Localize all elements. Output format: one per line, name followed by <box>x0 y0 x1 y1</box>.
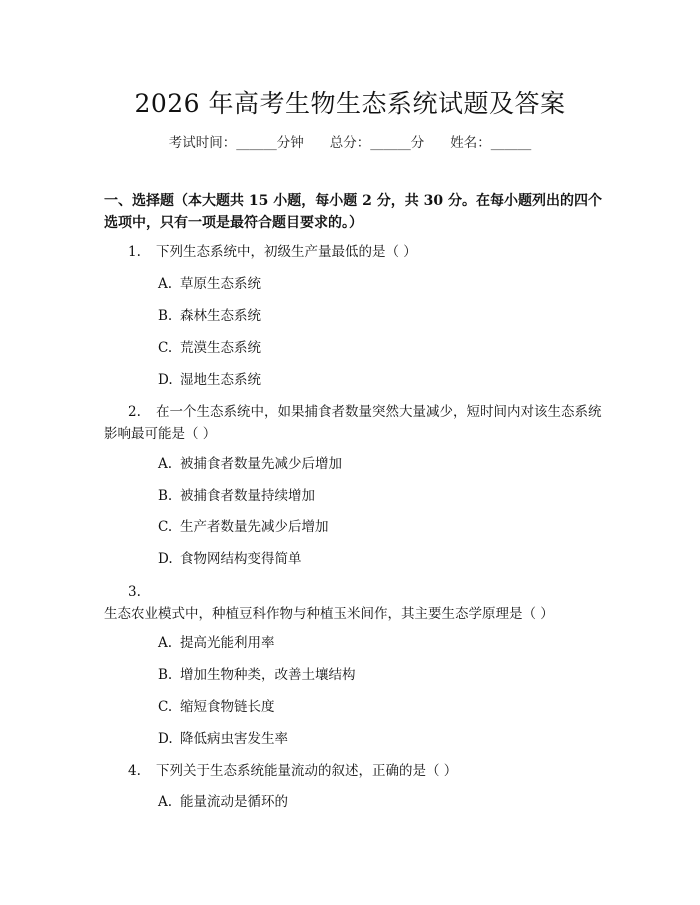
option-text: 荒漠生态系统 <box>180 340 261 356</box>
option-2b <box>158 486 315 506</box>
option-letter: D. <box>158 551 173 567</box>
question-text: 下列生态系统中，初级生产量最低的是（ ） <box>156 244 417 260</box>
question-2 <box>104 401 604 445</box>
option-2a <box>158 454 342 474</box>
option-letter: B. <box>158 667 173 683</box>
option-letter: B. <box>158 308 173 324</box>
question-number: 3. <box>128 584 141 600</box>
option-letter: B. <box>158 488 173 504</box>
option-text: 森林生态系统 <box>180 308 261 324</box>
option-3d <box>158 729 288 749</box>
option-letter: A. <box>158 456 173 472</box>
option-letter: C. <box>158 699 173 715</box>
option-letter: C. <box>158 340 173 356</box>
option-letter: D. <box>158 731 173 747</box>
option-4a <box>158 792 288 812</box>
option-letter: C. <box>158 519 173 535</box>
option-letter: A. <box>158 635 173 651</box>
option-text: 被捕食者数量持续增加 <box>180 488 315 504</box>
question-number: 2. <box>128 404 141 420</box>
total-score-field: 总分：______分 <box>329 135 425 151</box>
option-text: 降低病虫害发生率 <box>180 731 288 747</box>
option-1c <box>158 338 261 358</box>
question-4 <box>104 760 604 782</box>
option-letter: D. <box>158 372 173 388</box>
option-letter: A. <box>158 276 173 292</box>
question-1 <box>104 241 604 263</box>
option-2c <box>158 517 329 537</box>
option-3b <box>158 665 356 685</box>
option-1b <box>158 306 261 326</box>
question-text: 在一个生态系统中，如果捕食者数量突然大量减少，短时间内对该生态系统影响最可能是（ ） <box>104 404 602 442</box>
question-number: 1. <box>128 244 141 260</box>
option-text: 草原生态系统 <box>180 276 261 292</box>
question-number: 4. <box>128 763 141 779</box>
option-text: 食物网结构变得简单 <box>180 551 302 567</box>
option-2d <box>158 549 302 569</box>
student-name-field: 姓名：______ <box>450 135 532 151</box>
option-text: 被捕食者数量先减少后增加 <box>180 456 342 472</box>
document-title: 2026 年高考生物生态系统试题及答案 <box>134 89 566 118</box>
option-1a <box>158 274 261 294</box>
option-text: 缩短食物链长度 <box>180 699 275 715</box>
option-text: 增加生物种类，改善土壤结构 <box>180 667 356 683</box>
option-text: 能量流动是循环的 <box>180 794 288 810</box>
option-text: 提高光能利用率 <box>180 635 275 651</box>
exam-meta-line <box>0 131 700 151</box>
option-3c <box>158 697 275 717</box>
exam-time-field: 考试时间：______分钟 <box>168 135 304 151</box>
option-1d <box>158 370 261 390</box>
option-text: 湿地生态系统 <box>180 372 261 388</box>
question-text: 下列关于生态系统能量流动的叙述，正确的是（ ） <box>156 763 458 779</box>
question-3 <box>104 581 604 625</box>
section-heading: 一、选择题（本大题共 15 小题，每小题 2 分，共 30 分。在每小题列出的四个选项中，只有一项是最符合题目要求的。） <box>104 193 602 231</box>
option-3a <box>158 633 275 653</box>
question-text: 生态农业模式中，种植豆科作物与种植玉米间作，其主要生态学原理是（ ） <box>104 606 554 622</box>
option-letter: A. <box>158 794 173 810</box>
option-text: 生产者数量先减少后增加 <box>180 519 329 535</box>
